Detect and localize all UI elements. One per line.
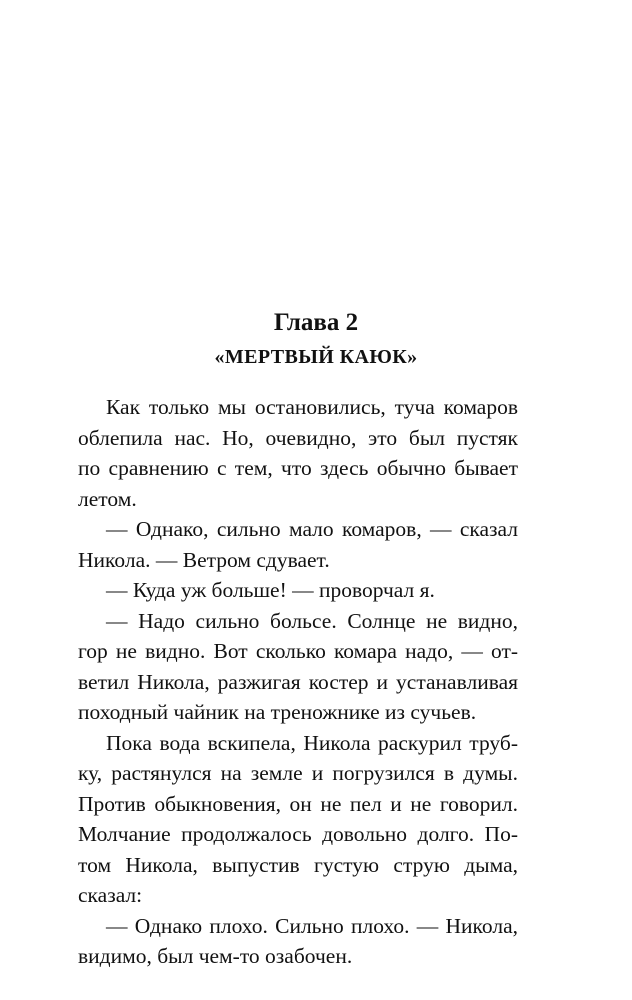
chapter-number: Глава 2: [273, 309, 359, 336]
text-line: летом.: [78, 486, 137, 511]
chapter-text: [78, 392, 518, 972]
text-line: Пока вода вскипела, Никола раскурил труб-: [106, 730, 518, 755]
text-line: Против обыкновения, он не пел и не говорил.: [78, 791, 518, 816]
text-line: походный чайник на треножнике из сучьев.: [78, 700, 477, 724]
text-line: гор не видно. Вот сколько комара надо, — от-: [78, 639, 518, 663]
text-line: облепила нас. Но, очевидно, это был пустяк: [78, 425, 518, 450]
chapter-title: «МЕРТВЫЙ КАЮК»: [214, 346, 418, 368]
text-line: — Куда уж больше! — проворчал я.: [106, 578, 435, 602]
text-line: по сравнению с тем, что здесь обычно бывает: [78, 456, 518, 480]
text-line: том Никола, выпустив густую струю дыма,: [78, 852, 518, 877]
text-line: сказал:: [78, 883, 143, 907]
text-line: Никола. — Ветром сдувает.: [78, 547, 330, 572]
text-line: — Надо сильно больсе. Солнце не видно,: [106, 608, 518, 633]
text-line: Как только мы остановились, туча комаров: [106, 395, 518, 419]
text-line: ку, растянулся на земле и погрузился в думы.: [78, 761, 518, 785]
text-line: Молчание продолжалось довольно долго. По-: [78, 822, 518, 846]
text-line: — Однако плохо. Сильно плохо. — Никола,: [106, 913, 518, 938]
text-line: — Однако, сильно мало комаров, — сказал: [106, 517, 518, 541]
text-line: ветил Никола, разжигая костер и устанавливая: [78, 669, 518, 694]
text-line: видимо, был чем-то озабочен.: [78, 944, 353, 968]
